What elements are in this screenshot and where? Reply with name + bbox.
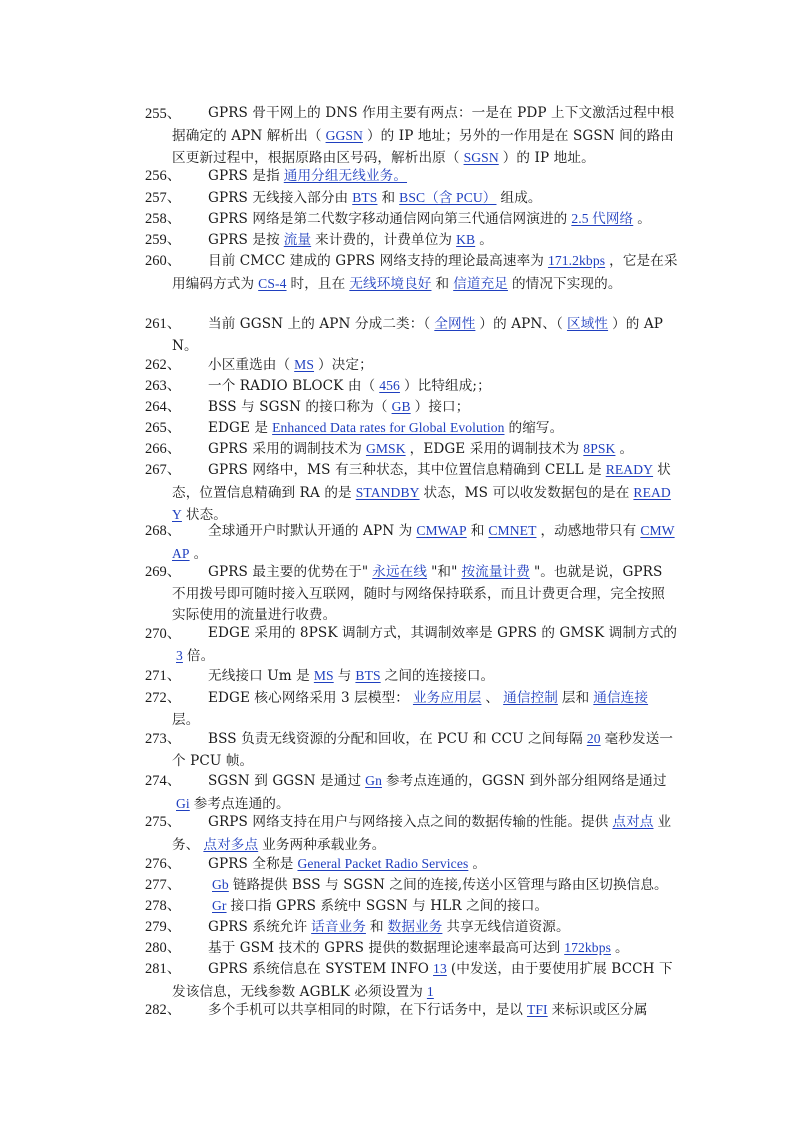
question-text-segment: 倍。 — [186, 647, 215, 664]
question-text — [172, 728, 678, 772]
question-text — [172, 438, 678, 461]
answer-blank: 无线环境良好 — [349, 275, 432, 291]
question-text-segment: 。 — [619, 441, 634, 457]
answer-blank: 8PSK — [583, 441, 616, 456]
question-text-segment: 。 — [193, 545, 208, 562]
question-number: 277、 — [145, 877, 182, 893]
question-text — [172, 103, 678, 170]
question-number: 259、 — [145, 232, 182, 248]
question-number: 274、 — [145, 773, 182, 789]
question-text-segment: (中发送，由于要使用扩展 BCCH 下发该信息，无线参数 AGBLK 必须设置为 — [172, 961, 673, 1000]
question-text-segment: 当前 GGSN 上的 APN 分成二类：（ — [208, 316, 431, 332]
question-text-segment: 。 — [637, 211, 651, 227]
question-number: 266、 — [145, 441, 182, 457]
question-text — [172, 665, 678, 688]
question-text-segment: BSS 负责无线资源的分配和回收，在 PCU 和 CCU 之间每隔 — [208, 731, 583, 747]
question-number: 270、 — [145, 626, 182, 642]
answer-blank: Gn — [365, 773, 382, 788]
answer-blank: General Packet Radio Services — [297, 856, 469, 871]
question-text — [172, 561, 678, 627]
question-text-segment: 参考点连通的，GGSN 到外部分组网络是通过 — [385, 773, 667, 789]
answer-blank: 20 — [586, 731, 601, 746]
question-text-segment: GRPS 网络支持在用户与网络接入点之间的数据传输的性能。提供 — [208, 814, 609, 830]
answer-blank: MS — [313, 668, 334, 683]
answer-blank: BTS — [352, 190, 378, 205]
answer-blank: GMSK — [365, 441, 406, 456]
question-text — [172, 313, 678, 357]
question-text-segment: 组成。 — [500, 190, 542, 206]
question-text-segment: 无线接口 Um 是 — [208, 668, 310, 684]
answer-blank: 172kbps — [564, 940, 611, 955]
question-text-segment: EDGE 采用的 8PSK 调制方式，其调制效率是 GPRS 的 GMSK 调制方式的 — [208, 625, 678, 641]
answer-blank: 点对多点 — [203, 836, 259, 852]
question-text — [172, 250, 678, 295]
question-text — [172, 811, 678, 856]
question-number: 255、 — [145, 106, 182, 122]
question-text-segment: 和 — [435, 275, 450, 292]
question-text-segment: GPRS 是指 — [208, 168, 280, 184]
question-text-segment: "和" — [431, 564, 458, 580]
answer-blank: 3 — [176, 647, 183, 663]
answer-blank: 通信连接 — [593, 690, 649, 705]
answer-blank: 全网性 — [434, 316, 476, 331]
answer-blank: CMWAP — [172, 523, 675, 561]
answer-blank: STANDBY — [355, 484, 420, 500]
answer-blank: GGSN — [325, 127, 363, 143]
question-text-segment: 链路提供 BSS 与 SGSN 之间的连接,传送小区管理与路由区切换信息。 — [232, 877, 668, 893]
answer-blank: 点对点 — [612, 814, 654, 829]
question-text-segment: 基于 GSM 技术的 GPRS 提供的数据理论速率最高可达到 — [208, 940, 561, 956]
question-number: 260、 — [145, 253, 182, 269]
answer-blank: Gr — [212, 898, 227, 913]
question-text-segment: ）比特组成;； — [403, 378, 491, 394]
answer-blank: 2.5 代网络 — [571, 211, 634, 226]
question-number: 256、 — [145, 168, 182, 184]
question-text — [172, 999, 678, 1022]
question-text-segment: 。 — [479, 232, 493, 248]
question-number: 267、 — [145, 462, 182, 478]
question-text-segment: 目前 CMCC 建成的 GPRS 网络支持的理论最高速率为 — [208, 253, 544, 269]
question-number: 272、 — [145, 690, 182, 706]
answer-blank: MS — [294, 357, 315, 372]
question-number: 265、 — [145, 420, 182, 436]
answer-blank: 13 — [433, 961, 447, 976]
question-text — [172, 187, 678, 210]
question-text-segment: EDGE 是 — [208, 420, 269, 436]
question-text — [172, 165, 678, 188]
question-text-segment: 的情况下实现的。 — [511, 275, 622, 292]
answer-blank: 信道充足 — [453, 275, 508, 291]
question-number: 275、 — [145, 814, 182, 830]
question-text-segment: GPRS 网络中，MS 有三种状态，其中位置信息精确到 CELL 是 — [208, 462, 602, 478]
question-text — [172, 375, 678, 398]
question-text-segment: ）的 APN、（ — [479, 316, 563, 332]
question-text-segment: GPRS 无线接入部分由 — [208, 190, 349, 206]
answer-blank: 456 — [379, 378, 400, 393]
question-text — [172, 687, 678, 731]
answer-blank: BTS — [355, 668, 381, 683]
question-text — [172, 770, 678, 815]
question-text — [172, 354, 678, 377]
answer-blank: SGSN — [463, 150, 499, 165]
answer-blank: READY — [172, 484, 671, 522]
question-text-segment: 毫秒发送一个 PCU 帧。 — [172, 731, 674, 769]
answer-blank: 按流量计费 — [461, 564, 530, 579]
question-text-segment: 来计费的，计费单位为 — [315, 232, 453, 248]
question-text — [172, 958, 678, 1003]
question-text — [172, 623, 678, 667]
question-text-segment: GPRS 系统信息在 SYSTEM INFO — [208, 961, 430, 977]
question-text — [172, 916, 678, 939]
question-text-segment: ，动感地带只有 — [540, 523, 637, 539]
answer-blank: GB — [391, 399, 411, 414]
answer-blank: 业务应用层 — [412, 690, 482, 705]
question-text-segment: ）决定； — [318, 357, 373, 373]
question-text-segment: ）的 IP 地址。 — [502, 150, 595, 166]
question-text — [172, 229, 678, 252]
answer-blank: READY — [605, 462, 654, 477]
question-text-segment: 共享无线信道资源。 — [446, 919, 570, 935]
question-text-segment: 与 — [337, 668, 352, 684]
question-text-segment: 状态，MS 可以收发数据包的是在 — [423, 484, 630, 501]
question-number: 263、 — [145, 378, 182, 394]
question-text — [172, 459, 678, 527]
question-text-segment: EDGE 核心网络采用 3 层模型： — [208, 690, 409, 706]
question-text — [172, 520, 678, 565]
question-number: 278、 — [145, 898, 182, 914]
question-text-segment: GPRS 最主要的优势在于" — [208, 564, 369, 580]
question-text — [172, 895, 678, 918]
question-text-segment: GPRS 骨干网上的 DNS 作用主要有两点：一是在 PDP 上下文激活过程中根据确定的 APN 解析出（ — [172, 105, 675, 144]
question-text-segment: GPRS 网络是第二代数字移动通信网向第三代通信网演进的 — [208, 211, 568, 227]
answer-blank: Gi — [176, 795, 190, 811]
question-text-segment: 。 — [472, 856, 487, 872]
question-number: 271、 — [145, 668, 182, 684]
answer-blank: TFI — [526, 1002, 548, 1017]
question-text-segment: 层。 — [172, 711, 200, 728]
question-text — [172, 874, 678, 897]
question-text-segment: ，它是在采用编码方式为 — [172, 253, 678, 292]
question-text-segment: ）的 APN。 — [172, 316, 664, 354]
question-text-segment: ）接口； — [414, 399, 470, 415]
question-text-segment: ，EDGE 采用的调制技术为 — [409, 441, 580, 457]
question-text-segment: 和 — [470, 523, 485, 539]
question-text-segment: GPRS 全称是 — [208, 856, 294, 872]
answer-blank: CMNET — [488, 523, 537, 538]
question-number: 279、 — [145, 919, 182, 935]
question-text-segment: GPRS 采用的调制技术为 — [208, 441, 362, 457]
question-text — [172, 937, 678, 960]
question-text-segment: 状态，位置信息精确到 RA 的是 — [172, 462, 671, 501]
question-text-segment: 、 — [485, 690, 500, 706]
question-text-segment: SGSN 到 GGSN 是通过 — [208, 773, 362, 789]
question-number: 268、 — [145, 523, 182, 539]
question-number: 264、 — [145, 399, 182, 415]
question-text-segment: 和 — [369, 919, 384, 935]
question-text-segment: "。也就是说，GPRS 不用拨号即可随时接入互联网，随时与网络保持联系，而且计费更合理，完全按照实际使用的流量进行收费。 — [172, 564, 665, 623]
question-text-segment: 一个 RADIO BLOCK 由（ — [208, 378, 376, 394]
question-number: 258、 — [145, 211, 182, 227]
question-text-segment: 业务两种承载业务。 — [262, 836, 386, 853]
answer-blank: 话音业务 — [311, 919, 366, 934]
question-text-segment: 小区重选由（ — [208, 357, 291, 373]
question-number: 281、 — [145, 961, 182, 977]
answer-blank: 通用分组无线业务。 — [283, 168, 408, 183]
question-number: 269、 — [145, 564, 182, 580]
answer-blank: 171.2kbps — [547, 253, 606, 268]
question-text-segment: BSS 与 SGSN 的接口称为（ — [208, 399, 388, 415]
answer-blank: BSC（含 PCU） — [399, 190, 497, 205]
answer-blank: 1 — [426, 983, 434, 999]
question-number: 282、 — [145, 1002, 182, 1018]
question-text-segment: 和 — [381, 190, 396, 206]
question-text — [172, 853, 678, 876]
question-number: 276、 — [145, 856, 182, 872]
question-number: 257、 — [145, 190, 182, 206]
question-text-segment: 业务、 — [172, 814, 672, 853]
question-text-segment: 状态。 — [185, 507, 228, 523]
question-text-segment: 全球通开户时默认开通的 APN 为 — [208, 523, 413, 539]
question-number: 261、 — [145, 316, 182, 332]
answer-blank: 通信控制 — [503, 690, 558, 705]
answer-blank: KB — [456, 232, 476, 247]
question-text-segment: 时，且在 — [290, 275, 346, 292]
question-text-segment: ）的 IP 地址；另外的一作用是在 SGSN 间的路由区更新过程中，根据原路由区号码，解析出原（ — [172, 127, 674, 166]
question-text-segment: 接口指 GPRS 系统中 SGSN 与 HLR 之间的接口。 — [230, 898, 549, 914]
question-text — [172, 417, 678, 440]
question-text — [172, 208, 678, 231]
answer-blank: Gb — [212, 877, 229, 892]
question-number: 273、 — [145, 731, 182, 747]
question-text-segment: 层和 — [561, 690, 590, 706]
question-text-segment: 。 — [615, 940, 629, 956]
answer-blank: 区域性 — [566, 316, 609, 331]
question-text-segment: 参考点连通的。 — [193, 795, 290, 812]
answer-blank: CS-4 — [258, 275, 287, 291]
question-text-segment: 之间的连接接口。 — [384, 668, 495, 684]
question-text-segment: GPRS 系统允许 — [208, 919, 308, 935]
question-text — [172, 396, 678, 419]
question-text-segment: GPRS 是按 — [208, 232, 280, 248]
question-text-segment: 的缩写。 — [508, 420, 564, 436]
answer-blank: 流量 — [283, 232, 312, 247]
answer-blank: Enhanced Data rates for Global Evolution — [272, 420, 505, 435]
answer-blank: CMWAP — [416, 523, 467, 538]
answer-blank: 永远在线 — [372, 564, 428, 579]
question-number: 262、 — [145, 357, 182, 373]
answer-blank: 数据业务 — [387, 919, 443, 934]
question-text-segment: 多个手机可以共享相同的时隙，在下行话务中，是以 — [208, 1002, 523, 1018]
question-number: 280、 — [145, 940, 182, 956]
question-text-segment: 来标识或区分属 — [551, 1002, 648, 1018]
